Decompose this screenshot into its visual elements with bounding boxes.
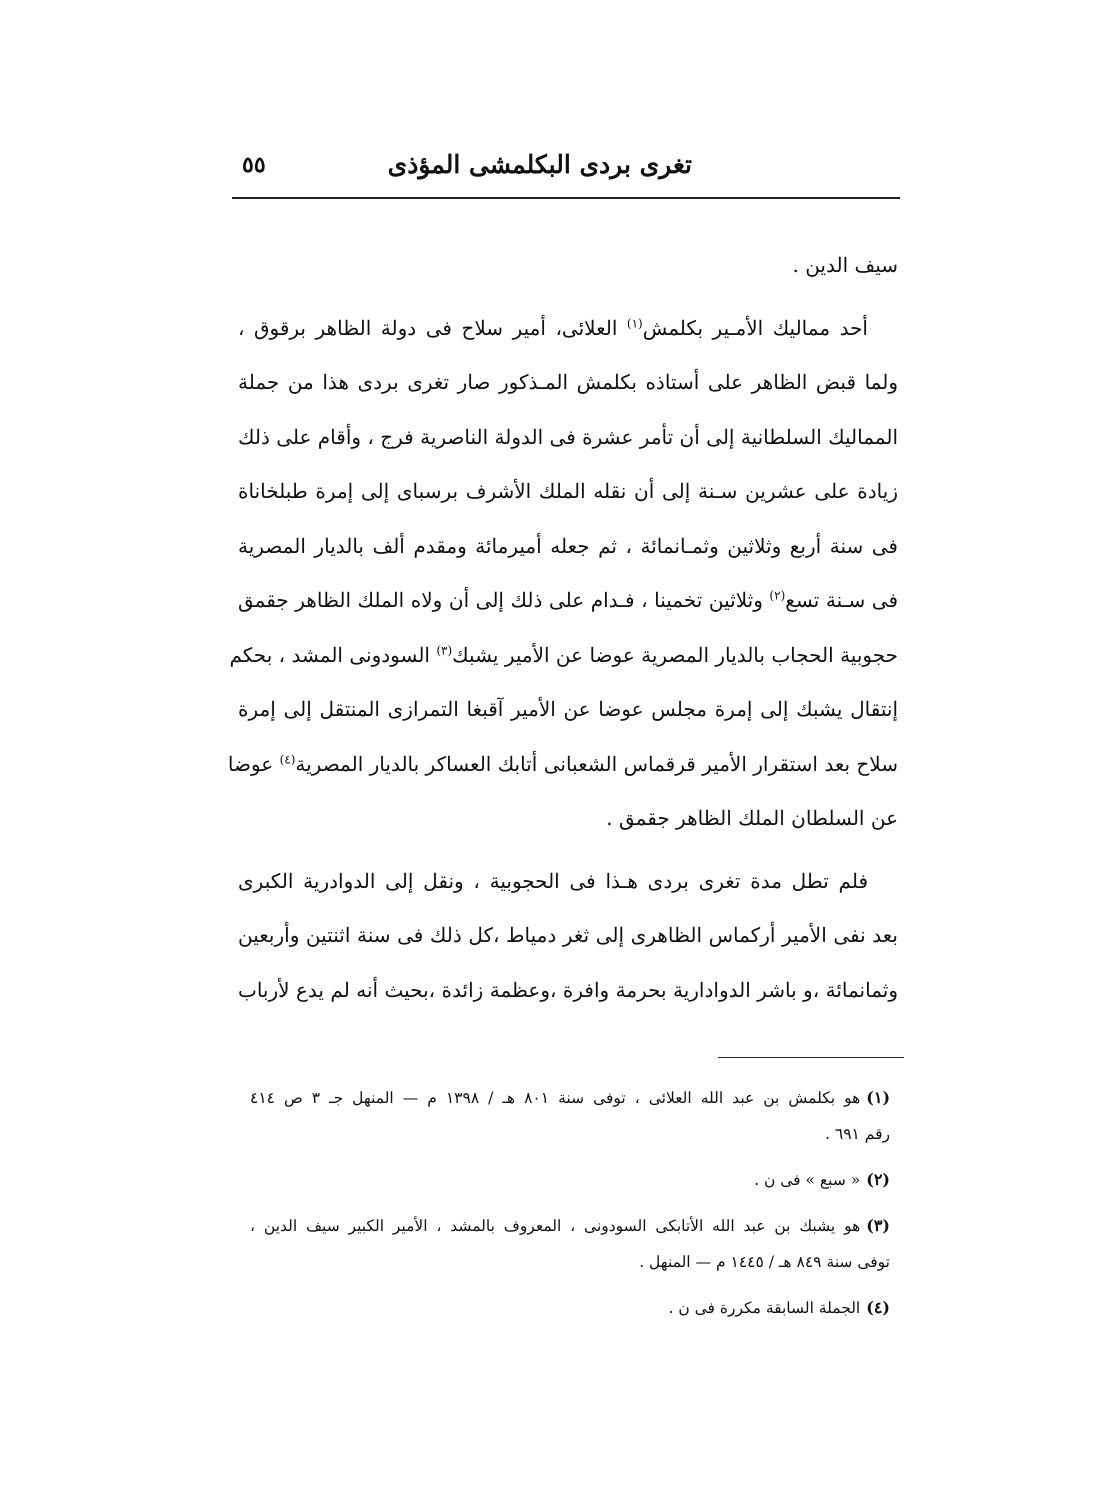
text-line: زيادة على عشرين سـنة إلى أن نقله الملك الأشرف برسباى إلى إمرة طبلخاناة — [238, 479, 898, 503]
footnote-line — [250, 1162, 890, 1198]
footnote-line: توفى سنة ٨٤٩ هـ / ١٤٤٥ م — المنهل . — [639, 1253, 890, 1271]
footnote-4 — [250, 1290, 890, 1326]
footnote-divider — [718, 1057, 904, 1058]
text-line: فى سنة أربع وثلاثين وثمـانمائة ، ثم جعله أميرمائة ومقدم ألف بالديار المصرية — [238, 533, 898, 558]
text-line: ولما قبض الظاهر على أستاذه بكلمش المـذكور صار تغرى بردى هذا من جملة — [238, 370, 898, 394]
footnote-2 — [250, 1162, 890, 1198]
footnote-number: (٣) — [866, 1216, 890, 1235]
main-text — [227, 238, 899, 1017]
footnote-text: هو يشبك بن عبد الله الأتابكى السودونى ، المعروف بالمشد ، الأمير الكبير سيف الدين ، — [250, 1217, 861, 1235]
paragraph-gap — [238, 293, 898, 301]
footnote-line: رقم ٦٩١ . — [825, 1125, 890, 1143]
running-title: تغرى بردى البكلمشى المؤذى — [387, 150, 692, 179]
text-line: فلم تطل مدة تغرى بردى هـذا فى الحجوبية ، ونقل إلى الدوادرية الكبرى — [238, 868, 868, 893]
header-divider — [232, 197, 900, 199]
text-line: سيف الدين . — [792, 253, 898, 277]
text-line: حجوبية الحجاب بالديار المصرية عوضا عن الأمير يشبك$^{(٣)}$ السودونى المشد ، بحكم — [229, 642, 898, 667]
note-marker: (٢) — [769, 588, 786, 603]
footnotes — [250, 1080, 890, 1326]
footnote-number: (٤) — [866, 1298, 890, 1317]
footnote-number: (٢) — [866, 1170, 890, 1189]
paragraph-gap — [238, 846, 898, 854]
note-marker: (١) — [626, 315, 643, 330]
footnote-number: (١) — [866, 1088, 891, 1107]
footnote-3 — [250, 1208, 890, 1280]
text-line: سلاح بعد استقرار الأمير قرقماس الشعبانى أتابك العساكر بالديار المصرية$^{(٤)}$ عوضا — [227, 751, 898, 776]
text-line: المماليك السلطانية إلى أن تأمر عشرة فى الدولة الناصرية فرج ، وأقام على ذلك — [238, 424, 898, 449]
footnote-1 — [250, 1080, 890, 1152]
text-line: بعد نفى الأمير أركماس الظاهرى إلى ثغر دمياط ،كل ذلك فى سنة اثنتين وأربعين — [238, 923, 898, 947]
footnote-line — [250, 1080, 890, 1116]
footnote-line — [250, 1208, 890, 1244]
text-line: فى سـنة تسع$^{(٢)}$ وثلاثين تخمينا ، فـدام على ذلك إلى أن ولاه الملك الظاهر جقمق — [238, 588, 899, 612]
text-line: وثمانمائة ،و باشر الدوادارية بحرمة وافرة ،وعظمة زائدة ،بحيث أنه لم يدع لأرباب — [238, 977, 898, 1002]
text-line: أحد مماليك الأمـير بكلمش$^{(١)}$ العلائى، أمير سلاح فى دولة الظاهر برقوق ، — [238, 315, 868, 340]
note-marker: (٣) — [436, 642, 453, 657]
footnote-text: « سبع » فى ن . — [754, 1171, 861, 1189]
footnote-text: الجملة السابقة مكررة فى ن . — [668, 1299, 861, 1317]
text-line: عن السلطان الملك الظاهر جقمق . — [606, 806, 898, 830]
note-marker: (٤) — [279, 751, 296, 766]
text-line: إنتقال يشبك إلى إمرة مجلس عوضا عن الأمير آقبغا التمرازى المنتقل إلى إمرة — [238, 697, 898, 721]
footnote-line — [250, 1290, 890, 1326]
footnote-text: هو بكلمش بن عبد الله العلائى ، توفى سنة ٨٠١ هـ / ١٣٩٨ م — المنهل جـ ٣ ص ٤١٤ — [250, 1089, 861, 1107]
page-header — [232, 150, 902, 190]
page-number: ٥٥ — [242, 152, 266, 178]
